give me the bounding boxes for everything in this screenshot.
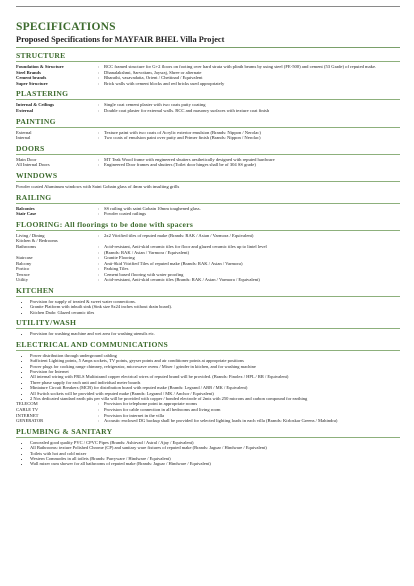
spec-label: TELECOM bbox=[16, 401, 38, 407]
spec-value: (Brands: RAK / Asian / Varmora / Equivalent) bbox=[104, 249, 190, 255]
spec-value: Provision for internet in the villa bbox=[104, 412, 165, 418]
bullet-item: • All internal wiring with FRLS Multistrand copper electrical wires of reputed brand will be provided. (Brands: Finolex / HPL / RR / Equivalent) bbox=[30, 374, 400, 379]
bullet-item: • Kitchen Dado: Glazed ceramic tiles bbox=[30, 310, 400, 315]
colon: : bbox=[98, 266, 100, 272]
spec-label: INTERNET bbox=[16, 412, 39, 418]
spec-row bbox=[16, 418, 400, 424]
colon: : bbox=[98, 205, 100, 211]
spec-value: Bharathi, vasavadatta, Orient / Chettinad / Equivalent bbox=[104, 75, 203, 81]
spec-value: MT Teak Wood frame with engineered shutters aesthetically designed with reputed hardware bbox=[104, 156, 275, 162]
doors-table bbox=[16, 157, 400, 168]
spec-value: 2x2 Vitrified tiles of reputed make (Brands: RAK / Asian / Varmora / Equivalent) bbox=[104, 232, 254, 238]
spec-label: External bbox=[16, 107, 34, 113]
colon: : bbox=[98, 260, 100, 266]
spec-label: Super Structure bbox=[16, 80, 48, 86]
spec-label: All Internal Doors bbox=[16, 162, 50, 168]
spec-value: Dhanalakshmi, Sarvottam, Jaysraj, Shree or alternate bbox=[104, 69, 202, 75]
kitchen-list bbox=[16, 299, 400, 315]
colon: : bbox=[98, 162, 100, 168]
spec-label: External bbox=[16, 129, 32, 135]
bullet-item: • All Bathrooms: texture Polished Chrome (CP) and sanitary ware fixtures of reputed make (Brands: Jaguar / Hindware / Equivalent) bbox=[30, 445, 400, 450]
spec-value: Double coat plaster for external walls. RCC and masonry surfaces with texture coat finish bbox=[104, 107, 270, 113]
spec-label: Balcony bbox=[16, 260, 32, 266]
spec-value: RCC framed structure for G+2 floors on footing over hard strata with plinth beams by using steel (FE-500) and cement (53 Grade) of reputed make. bbox=[104, 64, 377, 69]
section-heading-kitchen: KITCHEN bbox=[16, 286, 54, 296]
section-rule bbox=[16, 296, 400, 297]
spec-value: Acid-resistant, Anti-skid ceramic tiles (Brands: RAK / Asian / Varmora / Equivalent) bbox=[104, 277, 260, 283]
section-rule bbox=[16, 181, 400, 182]
colon: : bbox=[98, 102, 100, 108]
spec-row bbox=[16, 81, 400, 87]
section-heading-plumbing: PLUMBING & SANITARY bbox=[16, 426, 113, 436]
spec-label: Stair Case bbox=[16, 211, 37, 217]
section-rule bbox=[16, 61, 400, 62]
spec-row bbox=[16, 211, 400, 217]
spec-value: Single coat cement plaster with two coats putty coating bbox=[104, 102, 206, 108]
colon: : bbox=[98, 249, 100, 255]
bullet-item: • Western Commodes in all toilets (Brands: Parryware / Hindware / Equivalent) bbox=[30, 456, 400, 461]
section-rule bbox=[16, 203, 400, 204]
spec-label: Internal bbox=[16, 135, 31, 141]
colon: : bbox=[98, 406, 100, 412]
spec-row bbox=[16, 135, 400, 141]
spec-label: Cement brands bbox=[16, 75, 47, 81]
spec-row bbox=[16, 108, 400, 114]
spec-label: Balconies bbox=[16, 205, 35, 211]
bullet-item: • Power plugs for cooking range chimney, refrigerator, microwave ovens / Mixer / grinder in kitchen, and for washing machine bbox=[30, 364, 400, 369]
colon: : bbox=[98, 401, 100, 407]
section-heading-electrical: ELECTRICAL AND COMMUNICATIONS bbox=[16, 339, 169, 349]
colon: : bbox=[98, 271, 100, 277]
section-heading-plastering: PLASTERING bbox=[16, 89, 69, 99]
bullet-item: • Power distribution through underground cabling bbox=[30, 353, 400, 358]
spec-value: Brick walls with cement blocks and red bricks used appropriately bbox=[104, 80, 225, 86]
flooring-table bbox=[16, 233, 400, 283]
colon: : bbox=[98, 129, 100, 135]
section-heading-utility: UTILITY/WASH bbox=[16, 318, 77, 328]
section-heading-railing: RAILING bbox=[16, 192, 52, 202]
spec-row bbox=[16, 162, 400, 168]
section-heading-doors: DOORS bbox=[16, 143, 45, 153]
bullet-item: • Provision for Internet bbox=[30, 369, 400, 374]
spec-value: Acoustic enclosed DG backup shall be provided for selected lighting loads in each villa (Brands: Kirloskar Greens / Mahindra) bbox=[104, 418, 338, 424]
spec-value: Anti-Skid Vitrified Tiles of reputed make (Brands: RAK / Asian / Varmora) bbox=[104, 260, 243, 266]
colon: : bbox=[98, 69, 100, 75]
colon: : bbox=[98, 75, 100, 81]
colon: : bbox=[98, 255, 100, 261]
colon: : bbox=[98, 156, 100, 162]
page-title: SPECIFICATIONS bbox=[16, 21, 116, 33]
spec-value: Parking Tiles bbox=[104, 266, 129, 272]
subtitle-rule bbox=[16, 47, 400, 48]
spec-label: Utility bbox=[16, 277, 28, 283]
colon: : bbox=[98, 418, 100, 424]
bullet-item: • Concealed good quality PVC / CPVC Pipes (Brands: Ashirvad / Astral / Ajay / Equivalent) bbox=[30, 440, 400, 445]
colon: : bbox=[98, 211, 100, 217]
section-rule bbox=[16, 437, 400, 438]
spec-value: Provision for telephone point in appropriate rooms bbox=[104, 401, 198, 407]
windows-text: Powder coated Aluminum windows with Saint Gobain glass of 4mm with insulting grills bbox=[16, 183, 180, 189]
spec-label: GENERATOR bbox=[16, 418, 44, 424]
spec-label: Bathrooms bbox=[16, 243, 37, 249]
spec-row bbox=[16, 277, 400, 283]
top-rule bbox=[16, 6, 400, 7]
section-rule bbox=[16, 99, 400, 100]
utility-list bbox=[16, 331, 400, 336]
communications-table bbox=[16, 401, 400, 423]
spec-label: Internal & Ceilings bbox=[16, 102, 55, 108]
colon: : bbox=[98, 243, 100, 249]
bullet-item: • Wall mixer cum shower for all bathrooms of reputed make (Brands: Jaguar / Hindware / Equivalent) bbox=[30, 461, 400, 466]
colon: : bbox=[98, 135, 100, 141]
colon: : bbox=[98, 80, 100, 86]
section-heading-flooring: FLOORING: All floorings to be done with spacers bbox=[16, 219, 194, 229]
bullet-item: • Provision for supply of treated & sweet water connections. bbox=[30, 299, 400, 304]
spec-label: Staircase bbox=[16, 255, 33, 261]
spec-value: Texture paint with two coats of Acrylic exterior emulsion (Brands: Nippon / Nerolac) bbox=[104, 129, 261, 135]
spec-value: Powder coated railings bbox=[104, 211, 147, 217]
spec-value: Two coats of emulsion paint over putty and Primer finish (Brands: Nippon / Nerolac) bbox=[104, 135, 261, 141]
spec-label: Terrace bbox=[16, 271, 30, 277]
electrical-list bbox=[16, 353, 400, 402]
spec-value: Cement based flooring with water proofing bbox=[104, 271, 184, 277]
spec-label: CABLE TV bbox=[16, 406, 39, 412]
section-rule bbox=[16, 127, 400, 128]
bullet-item: • Miniature Circuit Breakers (MCB) for distribution board with reputed make (Brands: Legrand / ABB / MK / Equivalent) bbox=[30, 385, 400, 390]
spec-value: Acid-resistant, Anti-skid ceramic tiles for floor and glazed ceramic tiles up to lintel level bbox=[104, 243, 267, 249]
spec-value: Provision for cable connection in all bedrooms and living room bbox=[104, 406, 221, 412]
plastering-table bbox=[16, 102, 400, 113]
page-subtitle: Proposed Specifications for MAYFAIR BHEL Villa Project bbox=[16, 35, 225, 44]
colon: : bbox=[98, 232, 100, 238]
spec-label: Living / Dining bbox=[16, 232, 45, 238]
bullet-item: • All Switch sockets will be provided with reputed make (Brands: Legrand / MK / Anchor / Equivalent) bbox=[30, 391, 400, 396]
spec-label: Steel Brands bbox=[16, 69, 41, 75]
painting-table bbox=[16, 130, 400, 141]
colon: : bbox=[98, 412, 100, 418]
spec-value: Granite Flooring bbox=[104, 255, 135, 261]
spec-value: Engineered Door frames and shutters (Toilet door hinges shall be of 304 SS grade) bbox=[104, 162, 256, 168]
section-rule bbox=[16, 350, 400, 351]
section-heading-structure: STRUCTURE bbox=[16, 51, 66, 60]
bullet-item: • Granite Platform with inbuilt sink (Sink size 8x24 inches without drain board). bbox=[30, 304, 400, 309]
bullet-item: • Sufficient Lighting points, 5 Amps sockets, TV points, geyser points and air conditioner points at appropriate positions bbox=[30, 358, 400, 363]
structure-table bbox=[16, 64, 400, 86]
bullet-item: • Three phase supply for each unit and individual meter boards bbox=[30, 380, 400, 385]
colon: : bbox=[98, 277, 100, 283]
spec-label: Portico bbox=[16, 266, 30, 272]
section-heading-painting: PAINTING bbox=[16, 116, 56, 126]
bullet-item: • Toilets with hot and cold mixer bbox=[30, 451, 400, 456]
spec-value: SS railing with saint Gobain 10mm toughened glass. bbox=[104, 205, 201, 211]
spec-label: Foundation & Structure bbox=[16, 64, 64, 69]
bullet-item: • Provision for washing machine and wet area for washing utensils etc. bbox=[30, 331, 400, 336]
spec-label: Kitchen & / Bedrooms bbox=[16, 238, 58, 244]
spec-label: Main Door bbox=[16, 156, 37, 162]
section-rule bbox=[16, 328, 400, 329]
colon: : bbox=[98, 64, 100, 69]
section-heading-windows: WINDOWS bbox=[16, 170, 58, 180]
bullet-item: • 2 Nos dedicated standard earth pits per villa will be provided with copper / bonded electrode of 2mts with 250 microns and carbon compound for earthing bbox=[30, 396, 400, 401]
plumbing-list bbox=[16, 440, 400, 467]
colon: : bbox=[98, 107, 100, 113]
railing-table bbox=[16, 206, 400, 217]
section-rule bbox=[16, 230, 400, 231]
section-rule bbox=[16, 154, 400, 155]
